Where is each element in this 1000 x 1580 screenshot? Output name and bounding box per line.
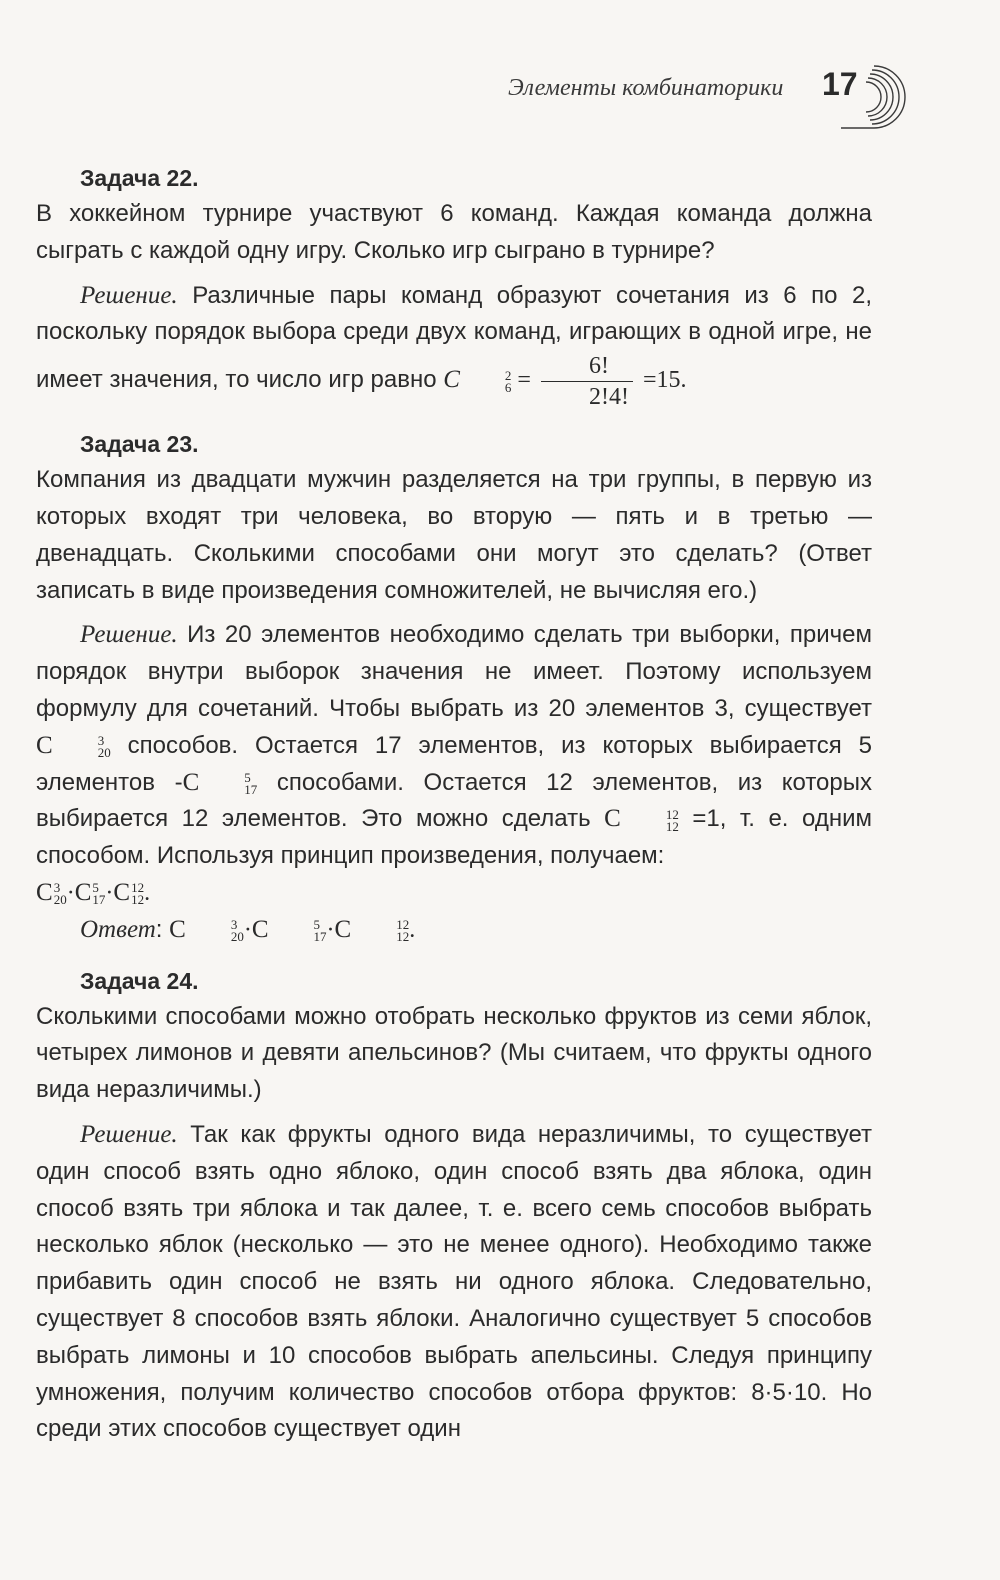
task-24-title: Задача 24. [80, 967, 199, 994]
task-24-solution [36, 1117, 872, 1448]
page-header [0, 62, 1000, 132]
running-title: Элементы комбинаторики [508, 75, 784, 101]
task-23-title: Задача 23. [80, 431, 199, 458]
solution-text: Различные пары команд образуют сочетания из 6 по 2, поскольку порядок выбора среди двух команд, играющих в одной игре, не имеет значения, то число игр равно [36, 281, 872, 394]
solution-label: Решение. [80, 621, 178, 649]
task-23-answer: Ответ: C 3 20 ·C 5 17 ·C 12 12 . [80, 915, 416, 945]
c-12-12: C 12 12 [604, 805, 679, 834]
solution-text: Так как фрукты одного вида неразличимы, то существует один способ взять одно яблоко, один способ взять два яблока, один способ взять три яблока и так далее, т. е. всего семь способов выбрать несколько яблок (несколько — это не менее одного). Необходимо также прибавить один способ не взять ни одного яблока. Следовательно, существует 8 способов взять яблоки. Аналогично существует 5 способов выбрать лимоны и 10 способов выбрать апельсины. Следуя принципу умножения, получим количество способов отбора фруктов: 8·5·10. Но среди этих способов существует один [36, 1120, 872, 1443]
page-number: 17 [822, 66, 858, 102]
c-20-3: C 3 20 [36, 731, 111, 761]
solution-label: Решение. [80, 281, 178, 309]
fraction: $\frac{6!}{2!4!}$ [541, 351, 633, 412]
decorative-arcs-icon [838, 62, 908, 132]
task-24-text: Сколькими способами можно отобрать несколько фруктов из семи яблок, четырех лимонов и девяти апельсинов? (Мы считаем, что фрукты одного вида неразличимы.) [36, 1002, 872, 1104]
task-23-solution: Решение. Из 20 элементов необходимо сделать три выборки, причем порядок внутри выборок значения не имеет. Поэтому используем формулу для сочетаний. Чтобы выбрать из 20 элементов 3, существует C 3 20 способов. Остается 17 элементов, из которых выбирается 5 элементов -C 5 17 способами. Остается 12 элементов, из которых выбирается 12 элементов. Это можно сделать C 12 12 =1, т. е. одним способом. Используя принцип произведения, получаем: [36, 621, 872, 870]
task-22-title: Задача 22. [80, 165, 199, 191]
c-17-5: C 5 17 [182, 768, 258, 798]
solution-label: Решение. [80, 1120, 178, 1148]
task-22-text: В хоккейном турнире участвуют 6 команд. Каждая команда должна сыграть с каждой одну игру. Сколько игр сыграно в турнире? [36, 200, 872, 264]
task-22-solution [36, 278, 872, 413]
task-23-text: Компания из двадцати мужчин разделяется на три группы, в первую из которых входят три человека, во вторую — пять и в третью — двенадцать. Сколькими способами они могут это сделать? (Ответ записать в виде произведения сомножителей, не вычисляя его.) [36, 466, 872, 604]
page-content [36, 160, 872, 1448]
task-23-product: C 3 20 ·C 5 17 ·C 12 12 . [36, 878, 151, 908]
formula-c-6-2: C 2 6 = $\frac{6!}{2!4!}$ =15. [443, 353, 687, 411]
answer-label: Ответ [80, 915, 156, 943]
